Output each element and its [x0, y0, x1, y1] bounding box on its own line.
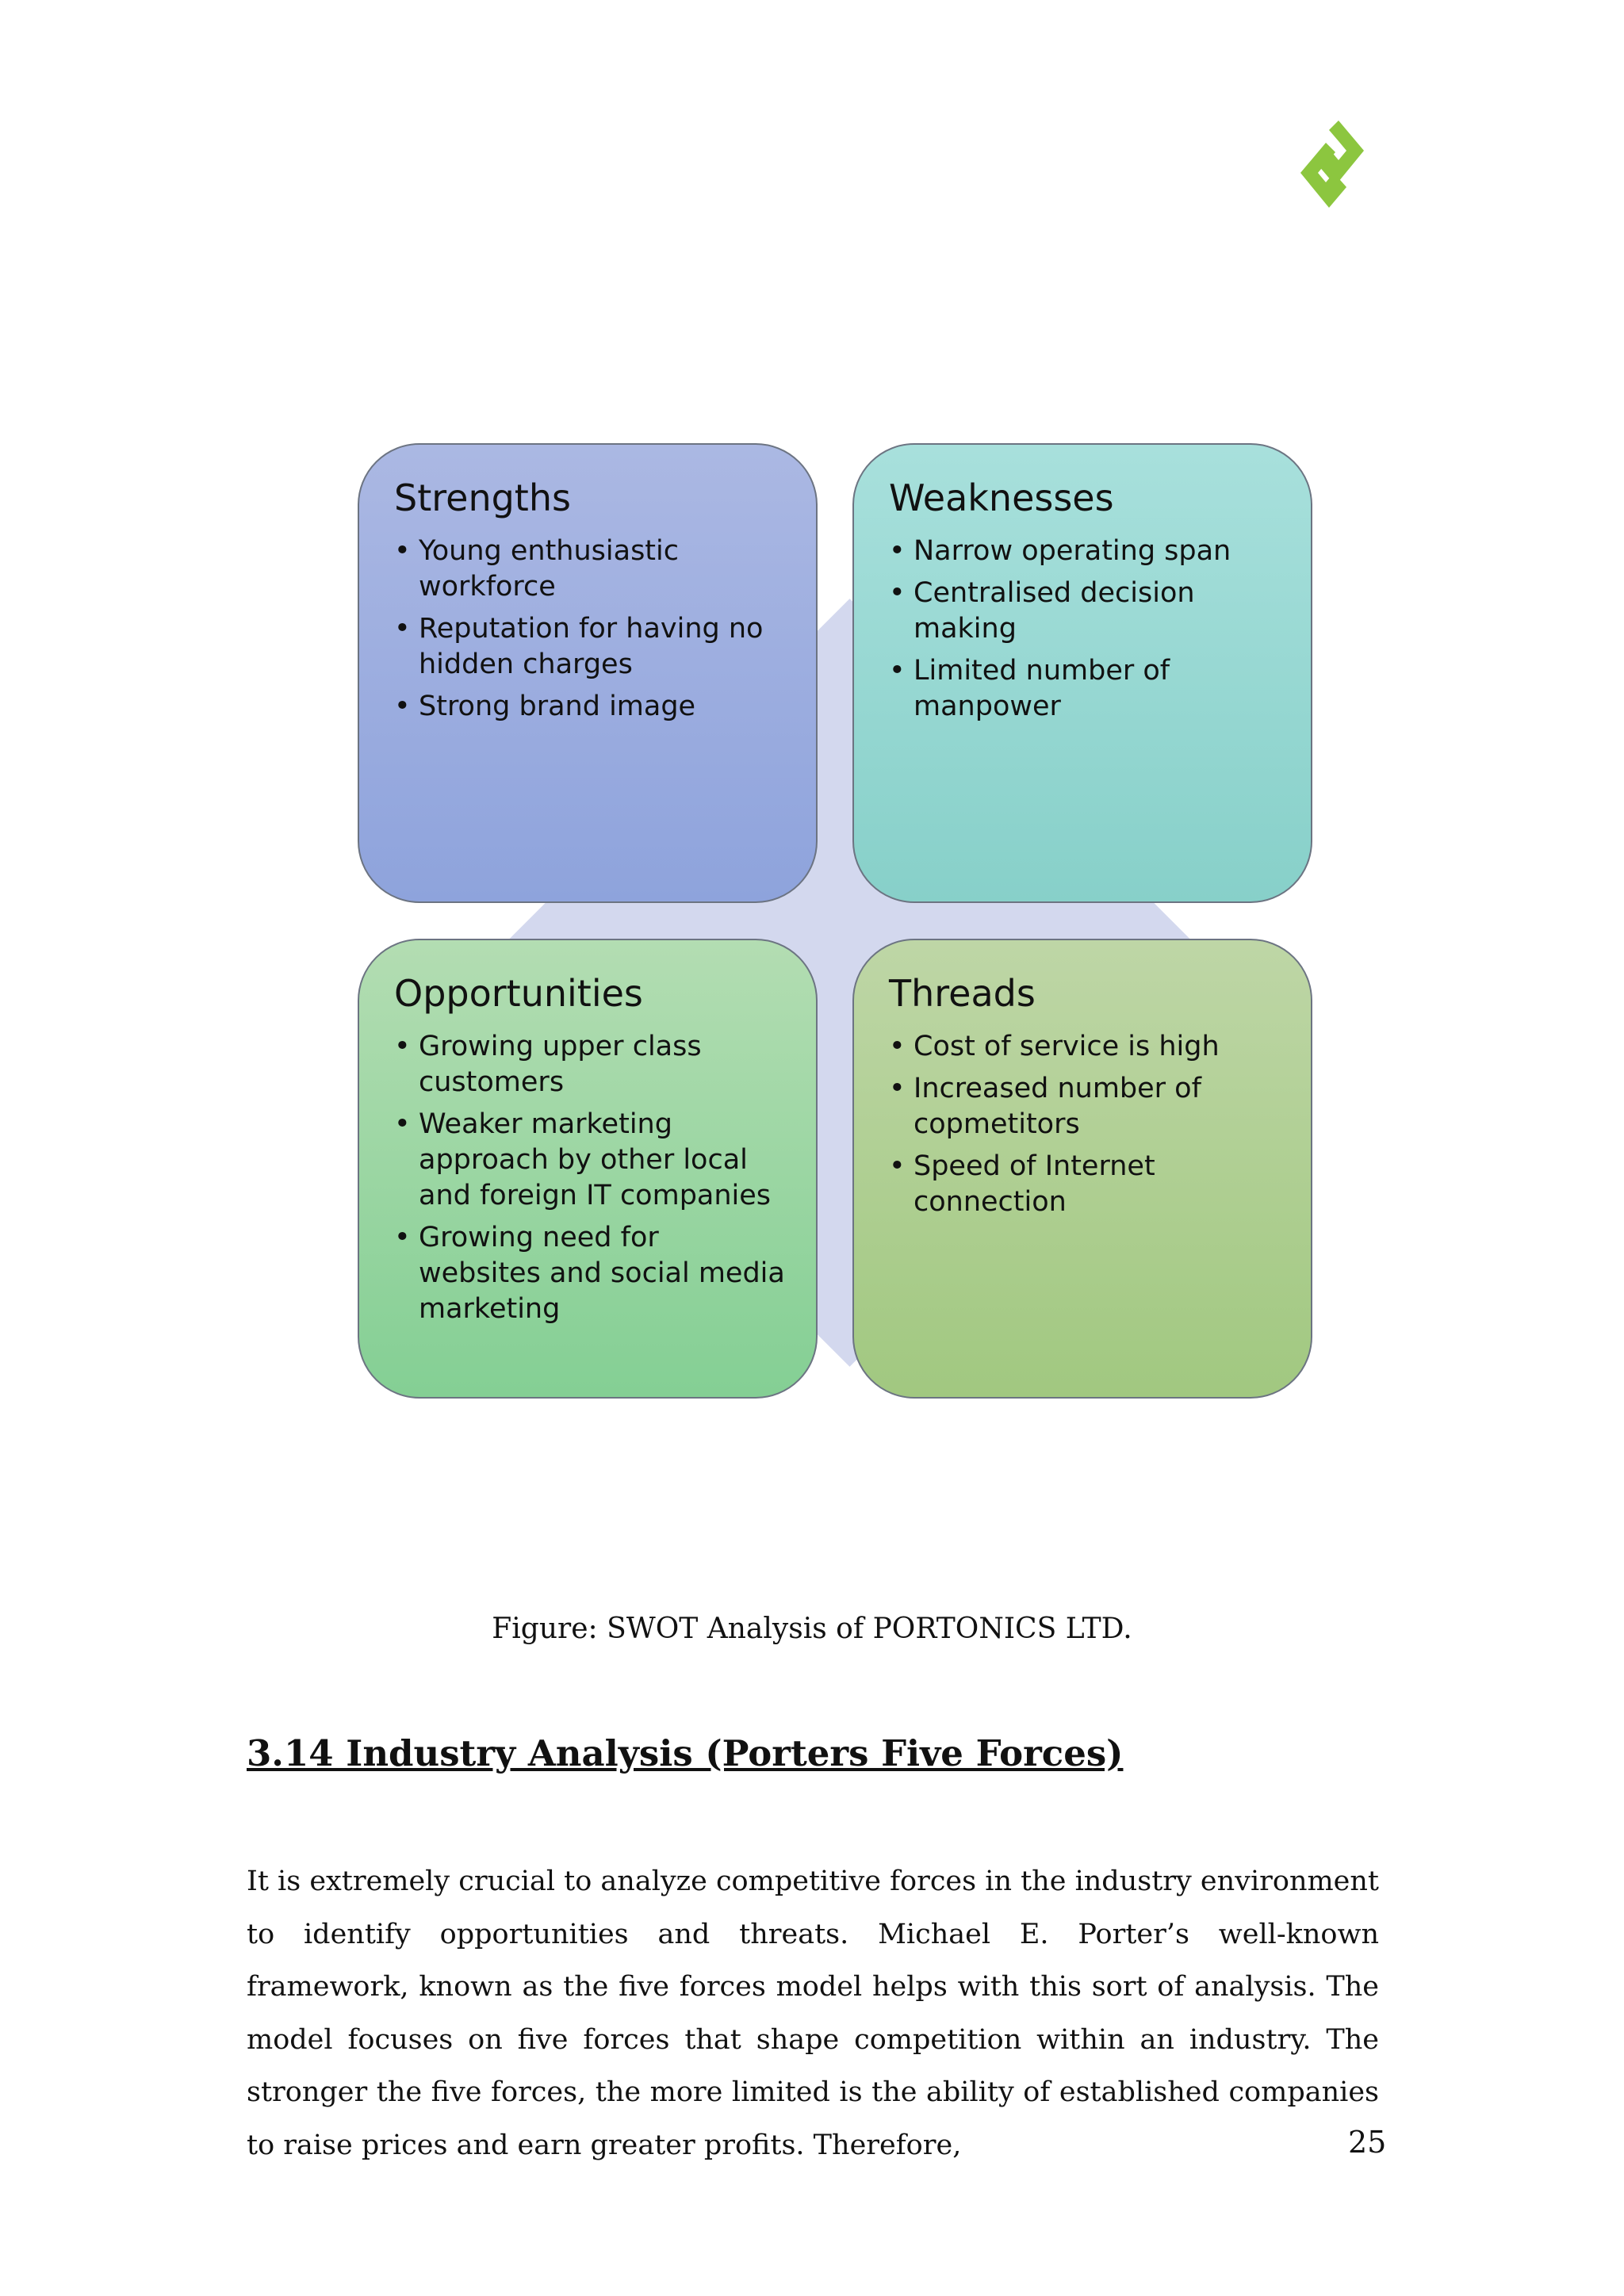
strengths-quadrant — [358, 443, 818, 903]
figure-caption: Figure: SWOT Analysis of PORTONICS LTD. — [492, 1613, 1132, 1645]
weaknesses-quadrant — [852, 443, 1312, 903]
weaknesses-item: • Narrow operating span — [889, 534, 1282, 569]
opportunities-quadrant — [358, 939, 818, 1399]
strengths-title: Strengths — [394, 476, 571, 519]
weaknesses-title: Weaknesses — [889, 476, 1114, 519]
opportunities-item: • Growing need for websites and social media marketing — [394, 1220, 787, 1327]
opportunities-item: • Growing upper class customers — [394, 1029, 787, 1100]
opportunities-item: • Weaker marketing approach by other local and foreign IT companies — [394, 1107, 787, 1214]
threads-title: Threads — [889, 972, 1036, 1015]
strengths-list — [394, 534, 787, 725]
threads-list — [889, 1029, 1282, 1220]
threads-item: • Speed of Internet connection — [889, 1149, 1282, 1220]
weaknesses-list — [889, 534, 1282, 725]
opportunities-list — [394, 1029, 787, 1327]
strengths-item: • Strong brand image — [394, 689, 787, 725]
page-number: 25 — [1348, 2125, 1387, 2160]
section-heading: 3.14 Industry Analysis (Porters Five Forces) — [247, 1732, 1124, 1774]
opportunities-title: Opportunities — [394, 972, 643, 1015]
strengths-item: • Reputation for having no hidden charges — [394, 611, 787, 683]
green-diamond-logo-icon — [1293, 119, 1372, 210]
weaknesses-item: • Centralised decision making — [889, 576, 1282, 647]
threads-item: • Cost of service is high — [889, 1029, 1282, 1065]
weaknesses-item: • Limited number of manpower — [889, 653, 1282, 725]
strengths-item: • Young enthusiastic workforce — [394, 534, 787, 605]
threads-quadrant — [852, 939, 1312, 1399]
threads-item: • Increased number of copmetitors — [889, 1071, 1282, 1142]
section-paragraph: It is extremely crucial to analyze competitive forces in the industry environment to identify opportunities and threats. Michael E. Porter’s well-known framework, known as the five forces model helps with this sort of analysis. The model focuses on five forces that shape competition within an industry. The stronger the five forces, the more limited is the ability of established companies to raise prices and earn greater profits. Therefore, — [247, 1866, 1379, 2161]
